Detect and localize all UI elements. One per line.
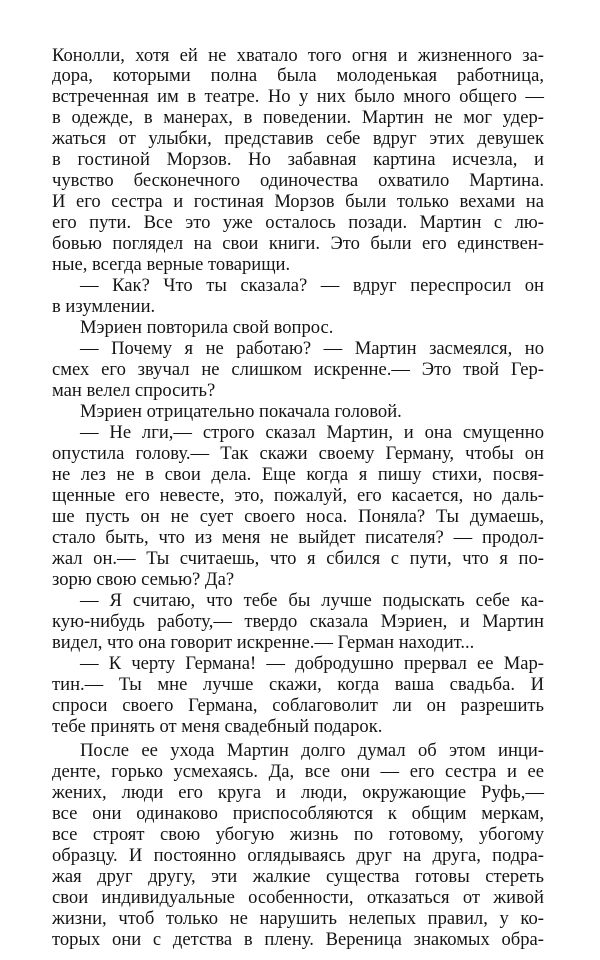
text-line: спроси своего Германа, соблаговолит ли он разрешить [52,695,544,716]
text-line: свои индивидуальные особенности, отказаться от живой [52,887,544,908]
text-line: жаться от улыбки, представив себе вдруг этих девушек [52,128,544,149]
text-line: все строят свою убогую жизнь по готовому, убогому [52,824,544,845]
text-line: ные, всегда верные товарищи. [52,254,291,275]
text-line: его пути. Все это уже осталось позади. Мартин с лю- [52,212,544,233]
text-line: жених, люди его круга и люди, окружающие Руфь,— [52,782,544,803]
text-line: зорю свою семью? Да? [52,569,235,590]
text-line: ман велел спросить? [52,380,216,401]
text-line: в одежде, в манерах, в поведении. Мартин не мог удер- [52,107,544,128]
text-line: жая друг другу, эти жалкие существа готовы стереть [52,866,544,887]
text-line: После ее ухода Мартин долго думал об этом инци- [80,740,544,761]
text-line: денте, горько усмехаясь. Да, все они — его сестра и ее [52,761,544,782]
text-line: — К черту Германа! — добродушно прервал ее Мар- [80,653,544,674]
text-line: стало быть, что из меня не выйдет писателя? — продол- [52,527,544,548]
text-line: — Как? Что ты сказала? — вдруг переспросил он [80,275,544,296]
text-line: бовью поглядел на свои книги. Это были его единствен- [52,233,544,254]
text-line: дора, которыми полна была молоденькая работница, [52,65,544,86]
text-line: торых они с детства в плену. Вереница знакомых обра- [52,929,544,950]
text-line: опустила голову.— Так скажи своему Герману, чтобы он [52,443,544,464]
text-line: тин.— Ты мне лучше скажи, когда ваша свадьба. И [52,674,544,695]
text-line: смех его звучал не слишком искренне.— Это твой Гер- [52,359,544,380]
text-line: не лез не в свои дела. Еще когда я пишу стихи, посвя- [52,464,544,485]
text-line: в гостиной Морзов. Но забавная картина исчезла, и [52,149,544,170]
text-line: встреченная им в театре. Но у них было много общего — [52,86,544,107]
text-line: тебе принять от меня свадебный подарок. [52,716,383,737]
text-line: в изумлении. [52,296,156,317]
text-line: Мэриен повторила свой вопрос. [80,317,334,338]
text-line: чувство бесконечного одиночества охватило Мартина. [52,170,544,191]
text-line: щенные его невесте, это, пожалуй, его касается, но даль- [52,485,544,506]
text-line: видел, что она говорит искренне.— Герман находит... [52,632,475,653]
text-line: все они одинаково приспособляются к общим меркам, [52,803,544,824]
text-line: — Я считаю, что тебе бы лучше подыскать себе ка- [80,590,544,611]
text-line: Конолли, хотя ей не хватало того огня и жизненного за- [52,45,544,66]
text-line: ше пусть он не сует своего носа. Поняла? Ты думаешь, [52,506,544,527]
text-line: жизни, чтоб только не нарушить нелепых правил, у ко- [52,908,544,929]
text-line: кую-нибудь работу,— твердо сказала Мэриен, и Мартин [52,611,544,632]
text-line: И его сестра и гостиная Морзов были только вехами на [52,191,544,212]
text-line: Мэриен отрицательно покачала головой. [80,401,402,422]
text-line: — Не лги,— строго сказал Мартин, и она смущенно [80,422,544,443]
text-line: — Почему я не работаю? — Мартин засмеялся, но [80,338,544,359]
text-line: образцу. И постоянно оглядываясь друг на друга, подра- [52,845,544,866]
text-line: жал он.— Ты считаешь, что я сбился с пути, что я по- [52,548,544,569]
